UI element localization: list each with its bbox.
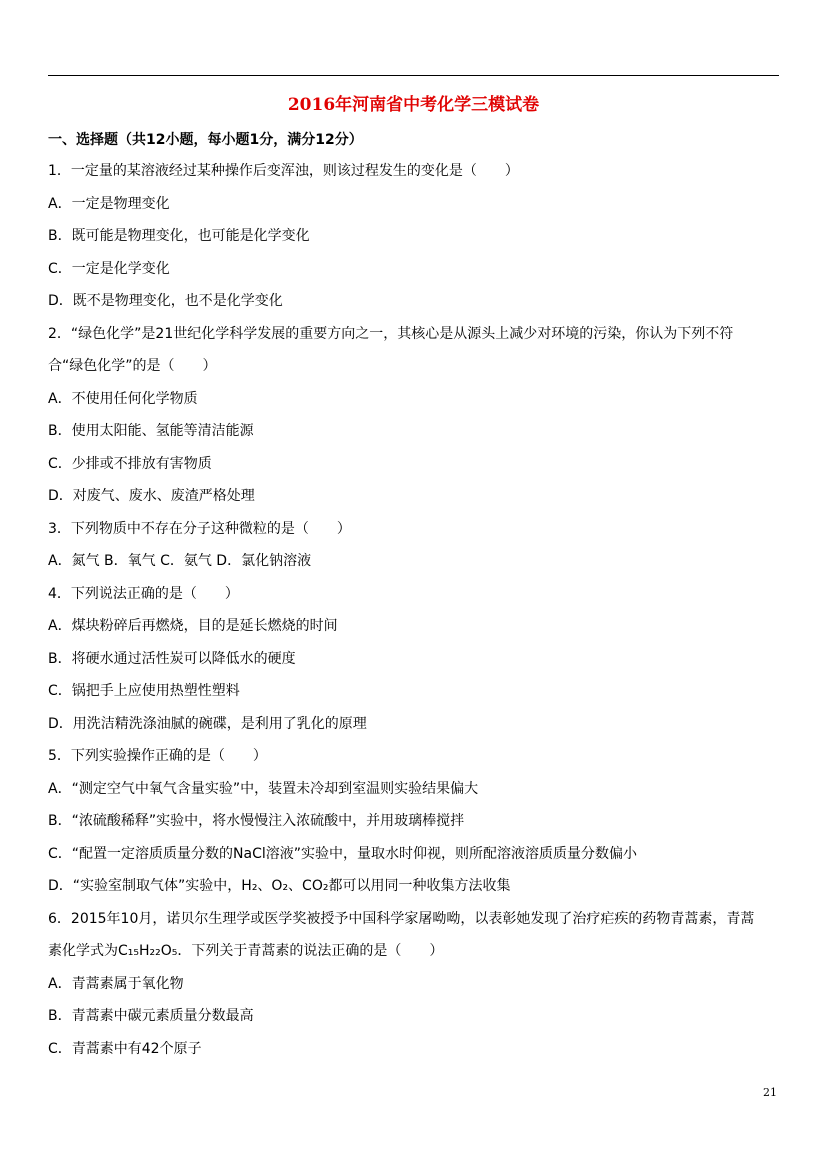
q2-option-a: A．不使用任何化学物质 — [48, 391, 198, 407]
q2-option-c: C．少排或不排放有害物质 — [48, 456, 212, 472]
q1-option-c: C．一定是化学变化 — [48, 261, 170, 277]
question-3: 3．下列物质中不存在分子这种微粒的是（ ） — [48, 521, 351, 537]
q4-option-d: D．用洗洁精洗涤油腻的碗碟，是利用了乳化的原理 — [48, 716, 367, 732]
q2-option-d: D．对废气、废水、废渣严格处理 — [48, 488, 255, 504]
q6-option-b: B．青蒿素中碳元素质量分数最高 — [48, 1008, 254, 1024]
q6-option-c: C．青蒿素中有42个原子 — [48, 1041, 202, 1057]
section-heading: 一、选择题（共12小题，每小题1分，满分12分） — [48, 132, 363, 148]
q1-option-b: B．既可能是物理变化，也可能是化学变化 — [48, 228, 310, 244]
question-4: 4．下列说法正确的是（ ） — [48, 586, 239, 602]
q2-option-b: B．使用太阳能、氢能等清洁能源 — [48, 423, 254, 439]
q5-option-c: C．“配置一定溶质质量分数的NaCl溶液”实验中，量取水时仰视，则所配溶液溶质质量分数偏小 — [48, 846, 637, 862]
header-rule — [48, 75, 779, 76]
q5-option-a: A．“测定空气中氧气含量实验”中，装置未冷却到室温则实验结果偏大 — [48, 781, 479, 797]
q4-option-a: A．煤块粉碎后再燃烧，目的是延长燃烧的时间 — [48, 618, 338, 634]
q4-option-c: C．锅把手上应使用热塑性塑料 — [48, 683, 240, 699]
question-2: 2．“绿色化学”是21世纪化学科学发展的重要方向之一，其核心是从源头上减少对环境的污染，你认为下列不符 — [48, 326, 734, 342]
q1-option-a: A．一定是物理变化 — [48, 196, 170, 212]
question-6: 6．2015年10月，诺贝尔生理学或医学奖被授予中国科学家屠呦呦，以表彰她发现了治疗疟疾的药物青蒿素，青蒿 — [48, 911, 755, 927]
q5-option-b: B．“浓硫酸稀释”实验中，将水慢慢注入浓硫酸中，并用玻璃棒搅拌 — [48, 813, 465, 829]
q5-option-d: D．“实验室制取气体”实验中，H₂、O₂、CO₂都可以用同一种收集方法收集 — [48, 878, 511, 894]
q1-option-d: D．既不是物理变化，也不是化学变化 — [48, 293, 283, 309]
q4-option-b: B．将硬水通过活性炭可以降低水的硬度 — [48, 651, 296, 667]
page-number: 21 — [763, 1086, 777, 1099]
q3-options: A．氮气 B．氧气 C．氨气 D．氯化钠溶液 — [48, 553, 312, 569]
question-6-cont: 素化学式为C₁₅H₂₂O₅．下列关于青蒿素的说法正确的是（ ） — [48, 943, 444, 959]
question-5: 5．下列实验操作正确的是（ ） — [48, 748, 267, 764]
exam-title: 2016年河南省中考化学三模试卷 — [287, 95, 540, 115]
question-1: 1．一定量的某溶液经过某种操作后变浑浊，则该过程发生的变化是（ ） — [48, 163, 519, 179]
question-2-cont: 合“绿色化学”的是（ ） — [48, 358, 217, 374]
q6-option-a: A．青蒿素属于氧化物 — [48, 976, 184, 992]
